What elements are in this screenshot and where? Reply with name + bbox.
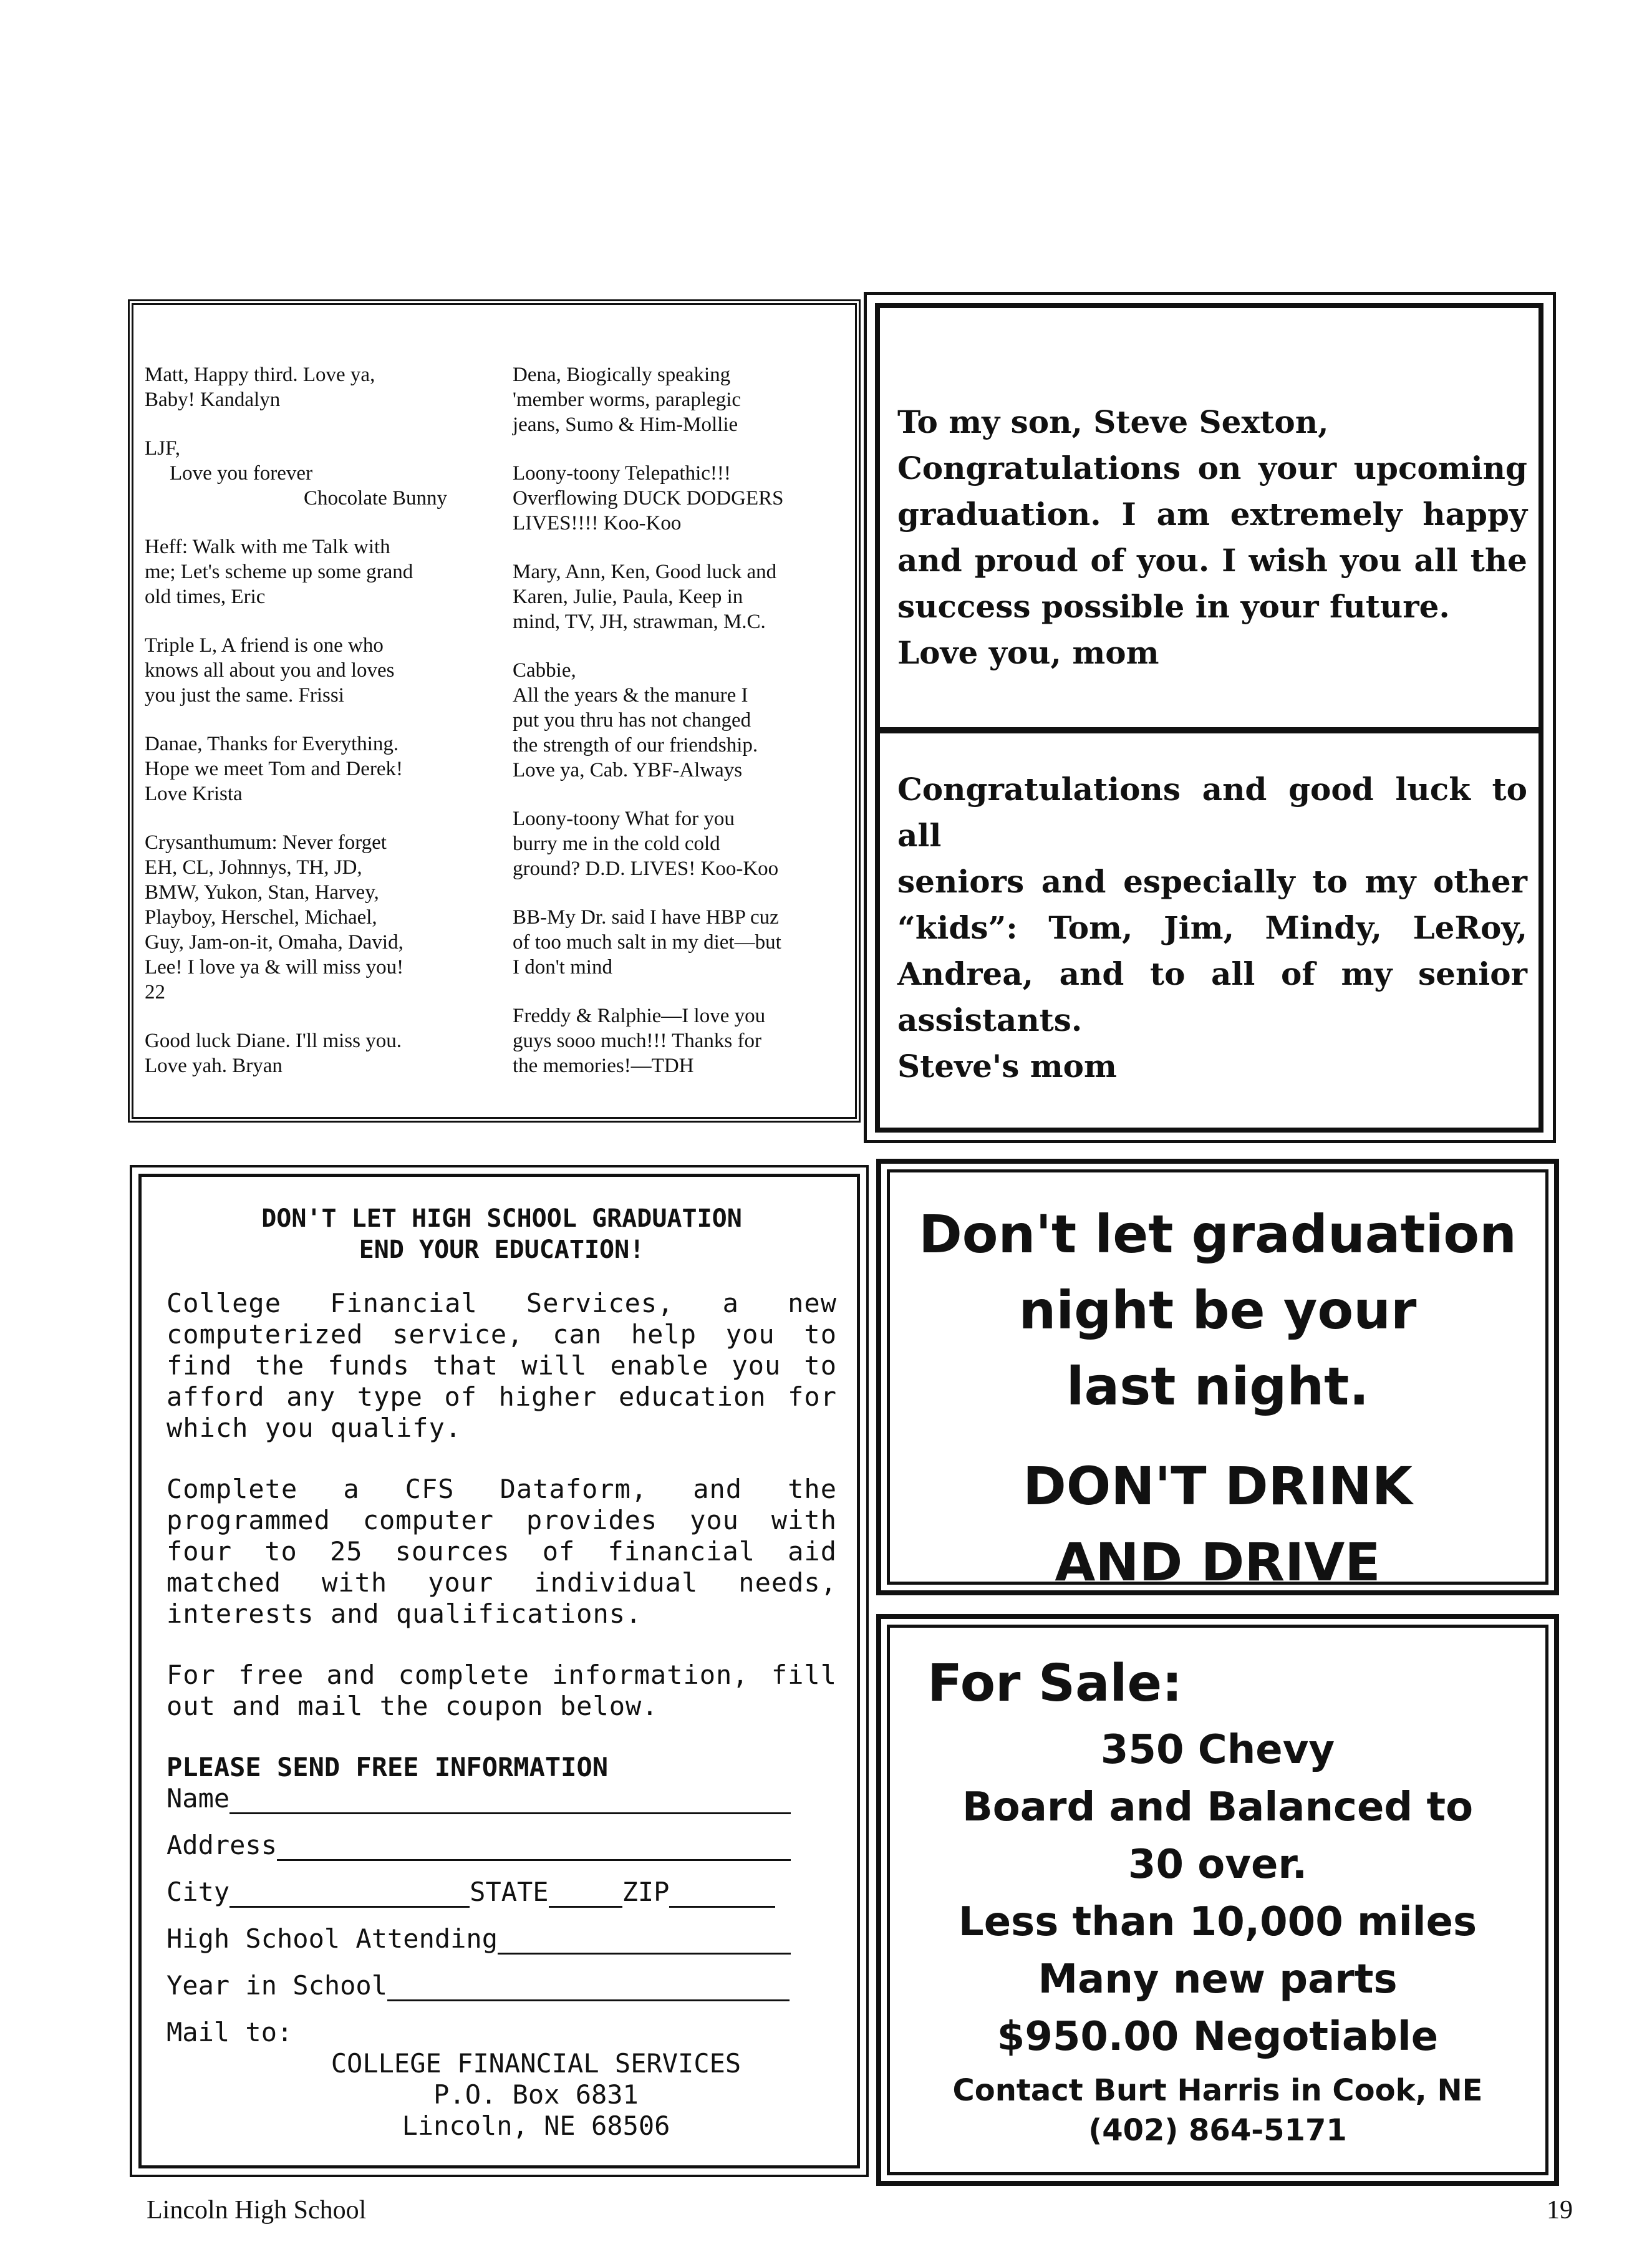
cfs-mailing-address: COLLEGE FINANCIAL SERVICES P.O. Box 6831 Lincoln, NE 68506 [331, 2048, 741, 2141]
sale-ad-title: For Sale: [927, 1654, 1182, 1713]
personal-message: Good luck Diane. I'll miss you. Love yah. Bryan [145, 1030, 402, 1077]
coupon-row-name [167, 1783, 837, 1814]
personals-right-column [513, 362, 853, 1102]
personal-message: Danae, Thanks for Everything. Hope we meet Tom and Derek! Love Krista [145, 733, 403, 805]
personal-message: Loony-toony Telepathic!!! Overflowing DUCK DODGERS LIVES!!!! Koo-Koo [513, 462, 784, 534]
coupon-label-mail-to: Mail to: [167, 2017, 293, 2047]
mom-message-box-seniors [875, 727, 1543, 1133]
coupon-label-high-school: High School Attending [167, 1923, 498, 1954]
coupon-row-city [167, 1861, 837, 1908]
mom-message-text: Congratulations and good luck to all seniors and especially to my other “kids”: Tom, Jim, Mindy, LeRoy, Andrea, and to all of my senior assistants. Steve's mom [897, 771, 1527, 1085]
personal-message: Freddy & Ralphie—I love you guys sooo much!!! Thanks for the memories!—TDH [513, 1005, 766, 1077]
coupon-blank-name[interactable] [229, 1789, 791, 1814]
personal-message: Matt, Happy third. Love ya, Baby! Kandalyn [145, 364, 375, 411]
cfs-ad [138, 1174, 860, 2168]
personal-message: Cabbie, All the years & the manure I put you thru has not changed the strength of our friendship. Love ya, Cab. YBF-Always [513, 659, 758, 781]
drink-ad-headline: Don't let graduation night be your last night. [919, 1204, 1517, 1417]
mom-message-text: To my son, Steve Sexton, Congratulations on your upcoming graduation. I am extremely happy and proud of you. I wish you all the success possible in your future. Love you, mom [897, 404, 1527, 671]
coupon-label-name: Name [167, 1783, 230, 1814]
cfs-ad-content [167, 1203, 837, 2142]
coupon-label-city: City [167, 1877, 230, 1907]
for-sale-ad [887, 1625, 1548, 2175]
coupon-row-mail-to [167, 2001, 837, 2048]
coupon-blank-state[interactable] [549, 1883, 622, 1908]
page-number: 19 [1547, 2196, 1573, 2225]
personal-message: Loony-toony What for you burry me in the cold cold ground? D.D. LIVES! Koo-Koo [513, 808, 779, 880]
coupon-title: PLEASE SEND FREE INFORMATION [167, 1752, 609, 1782]
personals-box [128, 299, 861, 1123]
coupon-label-year: Year in School [167, 1970, 388, 2001]
coupon-blank-city[interactable] [229, 1883, 470, 1908]
cfs-heading: DON'T LET HIGH SCHOOL GRADUATION END YOUR EDUCATION! [261, 1204, 742, 1264]
personals-left-column [145, 362, 494, 1102]
sale-ad-details: 350 Chevy Board and Balanced to 30 over. Less than 10,000 miles Many new parts $950.00 Negotiable [958, 1727, 1477, 2060]
cfs-paragraph: Complete a CFS Dataform, and the programmed computer provides you with four to 25 sources of financial aid matched with your individual needs, interests and qualifications. [167, 1474, 837, 1629]
coupon-blank-high-school[interactable] [498, 1930, 791, 1955]
personal-message: LJF, Love you forever Chocolate Bunny [145, 437, 448, 510]
coupon-blank-zip[interactable] [669, 1883, 775, 1908]
coupon-blank-address[interactable] [277, 1836, 791, 1861]
coupon-label-address: Address [167, 1830, 278, 1860]
personal-message: BB-My Dr. said I have HBP cuz of too much salt in my diet—but I don't mind [513, 906, 781, 979]
sale-ad-contact: Contact Burt Harris in Cook, NE (402) 864-5171 [952, 2073, 1483, 2148]
personal-message: Mary, Ann, Ken, Good luck and Karen, Julie, Paula, Keep in mind, TV, JH, strawman, M.C. [513, 561, 777, 633]
coupon-row-high-school [167, 1908, 837, 1955]
personal-message: Triple L, A friend is one who knows all about you and loves you just the same. Frissi [145, 634, 395, 707]
coupon-row-address [167, 1814, 837, 1861]
footer-publication: Lincoln High School [147, 2196, 367, 2225]
dont-drink-and-drive-ad [887, 1169, 1548, 1593]
cfs-paragraph: College Financial Services, a new computerized service, can help you to find the funds that will enable you to afford any type of higher education for which you qualify. [167, 1288, 837, 1443]
personal-message: Crysanthumum: Never forget EH, CL, Johnnys, TH, JD, BMW, Yukon, Stan, Harvey, Playboy, Herschel, Michael, Guy, Jam-on-it, Omaha, David, Lee! I love ya & will miss you! 22 [145, 831, 404, 1003]
mom-message-box-steve [875, 303, 1543, 733]
coupon-row-year [167, 1955, 837, 2001]
coupon-label-zip: ZIP [622, 1877, 670, 1907]
drink-ad-slogan: DON'T DRINK AND DRIVE [1023, 1456, 1413, 1593]
cfs-paragraph: For free and complete information, fill out and mail the coupon below. [167, 1660, 837, 1721]
personal-message: Dena, Biogically speaking 'member worms, paraplegic jeans, Sumo & Him-Mollie [513, 364, 741, 436]
personal-message: Heff: Walk with me Talk with me; Let's scheme up some grand old times, Eric [145, 536, 413, 608]
coupon-blank-year[interactable] [387, 1976, 790, 2001]
coupon-label-state: STATE [470, 1877, 549, 1907]
